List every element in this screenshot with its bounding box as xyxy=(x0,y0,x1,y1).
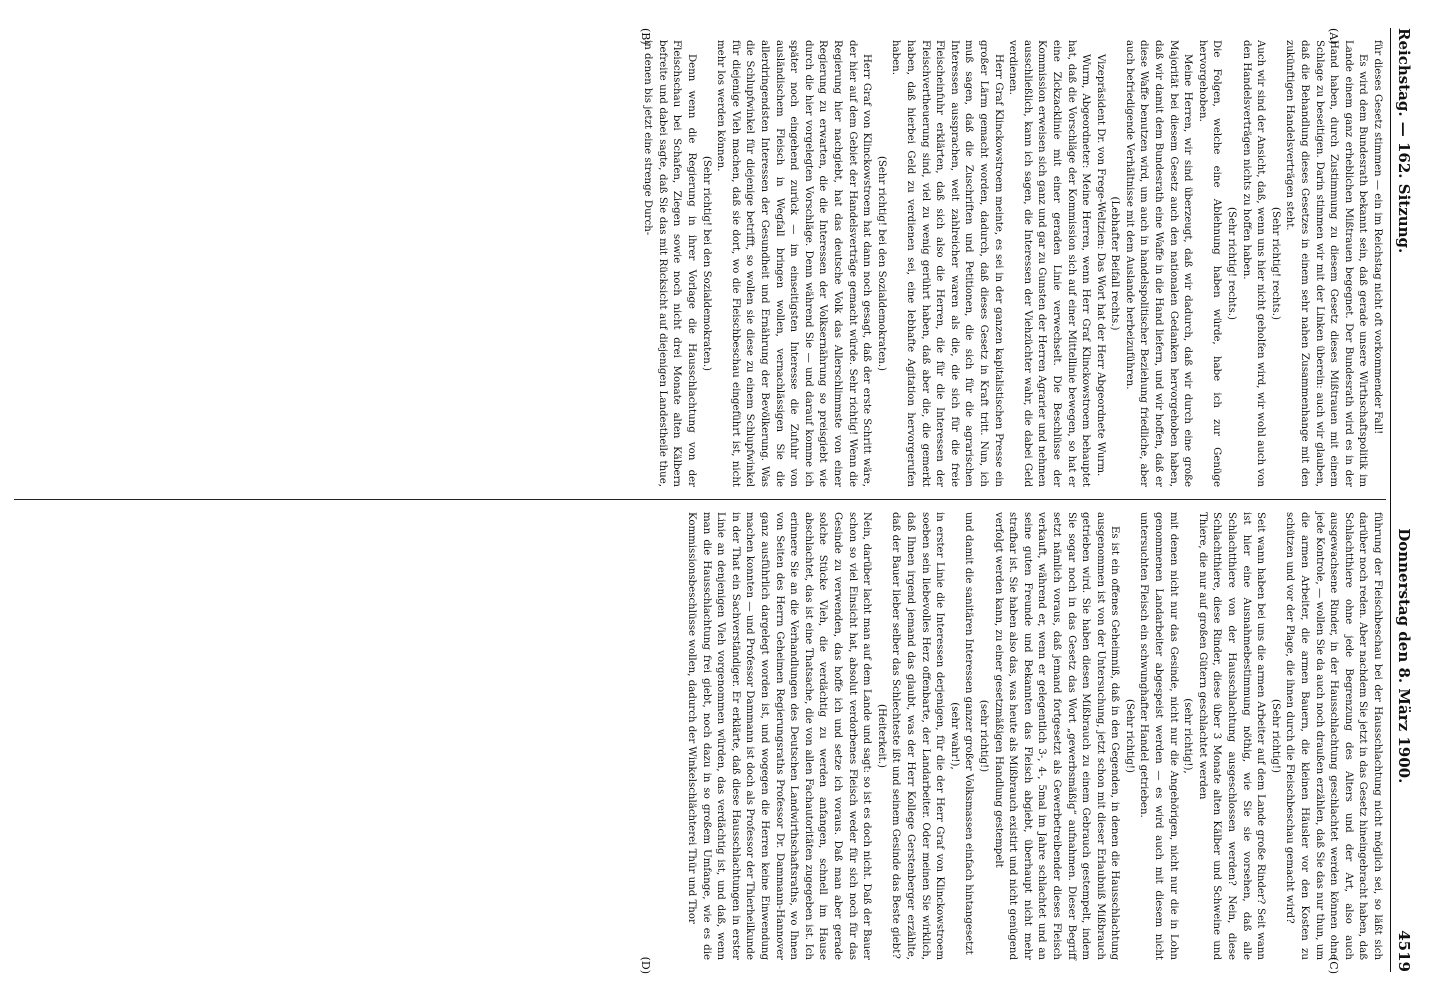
paragraph: Seit wann haben bei uns die armen Arbeiter auf dem Lande große Rinder? Seit wann ist hier eine Ausnahmebestimmung nöthig, wie Sie sie vorsehen, daß alle Schlachtthiere von der Hausschlachtung ausgeschlossen werden? Nein, diese Schlachtthiere, diese Rinder, diese über 3 Monate alten Kälber und Schweine und Thiere, die nur auf großen Gütern geschlachtet werden xyxy=(1196,512,1267,960)
text-columns xyxy=(14,28,1386,972)
interjection: (Sehr richtig! bei den Sozialdemokraten.) xyxy=(700,155,712,372)
page-number: 4519 xyxy=(1395,930,1413,972)
margin-marker-b: (B) xyxy=(639,28,652,45)
interjection: (Sehr richtig! rechts.) xyxy=(1226,207,1238,320)
paragraph: Herr Graf von Klinckowstroem hat dann noch gesagt, daß der erste Schritt wäre, der hier auf dem Gebiet der Handelsverträge gemacht würde. Sehr richtig! Wenn die Regierung hier nachgiebt, hat das deutsche Volk das Allerschlimmste von einer Regierung zu erwarten, die die Interessen der Volksernährung so preisgiebt wie durch die hier vorgelegten Vorschläge. Denn während Sie — und darauf komme ich später noch eingehend zurück — im einseitigsten Interesse die Zufuhr von ausländischem Fleisch in Wegfall bringen wollen, vernachlässigen Sie die allerdringendsten Interessen der Gesundheit und Ernährung der Bevölkerung. Was die Schlupfwinkel für diejenige betrifft, so wollen sie diese zu einem Schlupfwinkel für diejenige Vieh machen, daß sie dort, wo die Fleischbeschau eingeführt ist, nicht mehr los werden können. xyxy=(715,40,873,487)
paragraph: führung der Fleischbeschau bei der Hausschlachtung nicht möglich sei, so läßt sich darüber noch reden. Aber nachdem Sie jetzt in das Gesetz hineingebracht haben, daß Schlachtthiere ohne jede Begrenzung des Alters und der Art, also auch ausgewachsene Rinder, in der Hausschlachtung geschlachtet werden können ohne jede Kontrole, — wollen Sie da auch noch draußen erzählen, daß Sie das nur thun, um die armen Arbeiter, die armen Bauern, die kleinen Häusler vor den Kosten zu schützen und vor der Plage, die ihnen durch die Fleischbeschau gemacht wird? xyxy=(1284,512,1383,960)
interjection: (Sehr richtig!) xyxy=(1123,699,1135,773)
left-column xyxy=(14,28,1386,500)
interjection: (sehr wahr!), xyxy=(948,702,960,770)
paragraph: Denn wenn die Regierung in ihrer Vorlage die Hausschlachtung von der Fleischschau bei Schafen, Ziegen sowie noch nicht drei Monate alten Kälbern befreite und dabei sagte, daß Sie das mit Rücksicht auf diejenigen Landestheile thue, in denen bis jetzt eine strenge Durch- xyxy=(642,40,698,487)
interjection: (Sehr richtig! rechts.) xyxy=(1269,207,1281,320)
margin-marker-c: (C) xyxy=(1327,957,1340,974)
header-date: Donnerstag den 8. März 1900. xyxy=(1395,528,1413,784)
interjection: (Lebhafter Beifall rechts.) xyxy=(1109,196,1121,331)
margin-marker-a: (A) xyxy=(1327,28,1340,45)
paragraph: Meine Herren, wir sind überzeugt, daß wir dadurch, daß wir durch eine große Majorität bei diesem Gesetz auch den nationalen Gedanken hervorgehoben haben, daß wir damit dem Bundesrath eine Waffe in die Hand liefern, und wir hoffen, daß er diese Waffe benutzen wird, um auch in handelspolitischer Beziehung friedliche, aber auch befriedigende Verhältnisse mit dem Auslande herbeizuführen. xyxy=(1123,40,1194,487)
right-column xyxy=(14,500,1386,972)
page-header xyxy=(1390,28,1426,972)
paragraph: Es ist ein offenes Geheimniß, daß in den Gegenden, in denen die Hausschlachtung ausgenommen ist von der Untersuchung, jetzt schon mit dieser Erlaubniß Mißbrauch getrieben wird. Sie haben diesen Mißbrauch zu einem Gebrauch gestempelt, indem Sie sogar noch in das Gesetz das Wort „gewerbsmäßig“ aufnahmen. Dieser Begriff setzt nämlich voraus, daß jemand fortgesetzt als Gewerbetreibender dieses Fleisch verkauft, während er, wenn er gelegentlich 3-, 4-, 5mal im Jahre schlachtet und an seine guten Freunde und Bekannten das Fleisch abgiebt, überhaupt nicht mehr strafbar ist. Sie haben also das, was heute als Mißbrauch existirt und nicht genügend verfolgt werden kann, zu einer gesetzmäßigen Handlung gestempelt xyxy=(992,512,1121,960)
paragraph: Wurm, Abgeordneter: Meine Herren, wenn Herr Graf Klinckowstroem behauptet hat, daß die Vorschläge der Kommission sich auf einer Mittellinie bewegen, so hat er eine Zickzacklinie mit einer geraden Linie verwechselt. Die Beschlüsse der Kommission erweisen sich ganz und gar zu Gunsten der Herren Agrarier und nehmen ausschließlich, kann ich sagen, die Interessen der Viehzüchter wahr, die dabei Geld verdienen. xyxy=(1007,40,1092,487)
paragraph: Vizepräsident Dr. von Frege-Weltzien: Das Wort hat der Herr Abgeordnete Wurm. xyxy=(1094,54,1106,477)
paragraph: Es wird dem Bundesrath bekannt sein, daß gerade unsere Wirthschaftspolitik im Lande einem ganz erheblichen Mißtrauen begegnet. Der Bundesrath wird es in der Hand haben, durch Zustimmung zu diesem Gesetz dieses Mißtrauen mit einem Schlage zu beseitigen. Darin stimmen wir mit der Linken überein: auch wir glauben, daß die Behandlung dieses Gesetzes in einem sehr nahen Zusammenhange mit den zukünftigen Handelsverträgen steht. xyxy=(1284,40,1369,487)
paragraph: Herr Graf Klinckowstroem meinte, es sei in der ganzen kapitalistischen Presse ein großer Lärm gemacht worden, dadurch, daß dieses Gesetz in Kraft tritt. Nun, ich muß sagen, daß die Zuschriften und Petitionen, die sich für die agrarischen Interessen aussprachen, weit zahlreicher waren als die, die sich für die freie Fleischeinfuhr erklärten, daß sich also die Herren, die für die Interessen der Fleischvertheuerung sind, viel zu wenig gerührt haben, daß aber die, die gemerkt haben, daß hierbei Geld zu verdienen sei, eine lebhafte Agitation hervorgerufen haben. xyxy=(890,40,1004,487)
paragraph: Auch wir sind der Ansicht, daß, wenn uns hier nicht geholfen wird, wir wohl auch von den Handelsverträgen nichts zu hoffen haben. xyxy=(1240,40,1267,487)
interjection: (Heiterkeit.) xyxy=(875,704,887,768)
interjection: (Sehr richtig! bei den Sozialdemokraten.) xyxy=(875,155,887,372)
paragraph: und damit die sanitären Interessen ganzer großer Volksmassen einfach hintangesetzt xyxy=(963,512,975,955)
interjection: (Sehr richtig!) xyxy=(1269,699,1281,773)
paragraph: mit denen nicht nur das Gesinde, nicht nur die Angehörigen, nicht nur die in Lohn genommenen Landarbeiter abgespeist werden — es wird auch mit diesem nicht untersuchten Fleisch ein schwunghafter Handel getrieben. xyxy=(1138,512,1179,960)
paragraph: Die Folgen, welche eine Ablehnung haben würde, habe ich zur Genüge hervorgehoben. xyxy=(1196,40,1223,487)
header-session: Reichstag. — 162. Sitzung. xyxy=(1395,28,1413,254)
paragraph: Nein, darüber lacht man auf dem Lande und sagt: so ist es doch nicht. Daß der Bauer schon so viel Einsicht hat, absolut verdorbenes Fleisch weder für sich noch für das Gesinde zu verwenden, das hoffe ich und setze ich voraus. Daß man aber gerade solche Stücke Vieh, die verdächtig zu werden anfangen, schnell im Hause abschlachtet, das ist eine Thatsache, die von allen Fachautoritäten zugegeben ist. Ich erinnere Sie an die Verhandlungen des Deutschen Landwirthschaftsraths, wo Ihnen von Seiten des Herrn Geheimen Regierungsraths Professor Dr. Dammann-Hannover ganz ausführlich dargelegt worden ist, und wogegen die Herren keine Einwendung machen konnten — und Professor Dammann ist doch als Professor der Thierheilkunde in der That ein Sachverständiger. Er erklärte, daß diese Hausschlachtungen in erster Linie an denjenigen Vieh vorgenommen würden, das verdächtig ist, und daß, wenn man die Hausschlachtung frei giebt, noch dazu in so großem Umfange, wie es die Kommissionsbeschlüsse wollen, dadurch der Winkelschlächterei Thür und Thor xyxy=(686,512,873,960)
paragraph: für dieses Gesetz stimmen — ein im Reichstag nicht oft vorkommender Fall! xyxy=(1372,40,1383,435)
interjection: (sehr richtig!), xyxy=(1182,698,1194,774)
interjection: (sehr richtig!) xyxy=(977,699,989,773)
paragraph: in erster Linie die Interessen derjenigen, für die der Herr Graf von Klinckowstroem soeben sein liebevolles Herz offenbarte, der Landarbeiter. Oder meinen Sie wirklich, daß Ihnen irgend jemand das glaubt, was der Herr Kollege Gerstenberger erzählte, daß der Bauer lieber selber das Schlechteste ißt und seinem Gesinde das Beste giebt? xyxy=(890,512,946,960)
margin-marker-d: (D) xyxy=(639,956,652,974)
